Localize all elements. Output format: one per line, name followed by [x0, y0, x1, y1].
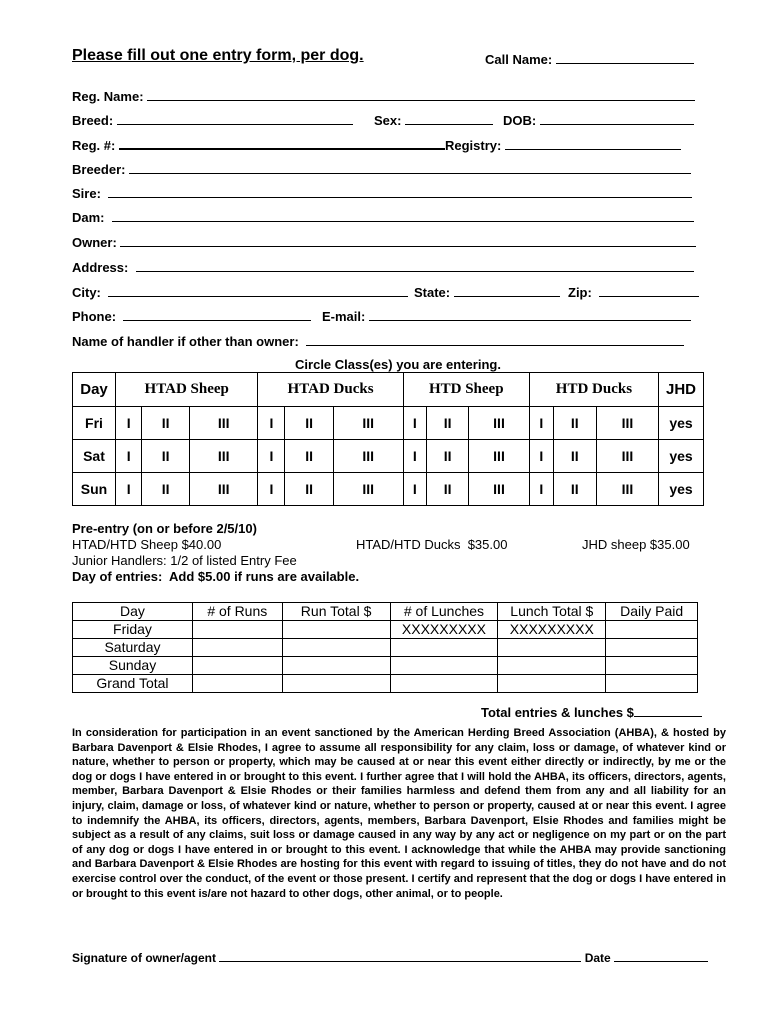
email-row: [322, 308, 691, 324]
breeder-row: [72, 161, 691, 177]
class-level-option[interactable]: III: [596, 407, 658, 440]
class-level-option[interactable]: II: [427, 473, 469, 506]
totals-cell[interactable]: [192, 639, 282, 657]
totals-header-day: Day: [73, 603, 193, 621]
class-level-option[interactable]: I: [258, 440, 285, 473]
signature-field[interactable]: [219, 949, 581, 962]
class-level-option[interactable]: II: [285, 440, 333, 473]
class-level-option[interactable]: III: [469, 407, 530, 440]
owner-label: Owner:: [72, 235, 117, 250]
breeder-field[interactable]: [129, 161, 691, 174]
totals-header-run-total: Run Total $: [282, 603, 390, 621]
totals-table-header: [73, 603, 698, 621]
registry-field[interactable]: [505, 137, 681, 150]
page-title: Please fill out one entry form, per dog.: [72, 47, 364, 64]
totals-row: [73, 639, 698, 657]
totals-cell[interactable]: [498, 675, 606, 693]
class-day-label: Sat: [73, 440, 116, 473]
class-level-option[interactable]: III: [469, 440, 530, 473]
class-level-option[interactable]: I: [403, 407, 426, 440]
totals-header-runs: # of Runs: [192, 603, 282, 621]
address-field[interactable]: [136, 259, 694, 272]
class-level-option[interactable]: II: [285, 473, 333, 506]
class-table-body: [73, 407, 704, 506]
phone-row: [72, 308, 311, 324]
breed-field[interactable]: [117, 112, 353, 125]
preentry-heading: Pre-entry (on or before 2/5/10): [72, 521, 257, 536]
totals-table: [72, 602, 698, 693]
reg-name-field[interactable]: [147, 88, 695, 101]
class-level-option[interactable]: II: [427, 440, 469, 473]
class-level-option[interactable]: III: [333, 407, 403, 440]
class-level-option[interactable]: III: [469, 473, 530, 506]
header-htd-sheep: HTD Sheep: [403, 373, 529, 407]
fee-junior: Junior Handlers: 1/2 of listed Entry Fee: [72, 553, 297, 568]
totals-cell[interactable]: [498, 639, 606, 657]
class-level-option[interactable]: III: [189, 440, 258, 473]
total-entries-field[interactable]: [634, 704, 702, 717]
sex-label: Sex:: [374, 113, 402, 128]
liability-waiver-text: In consideration for participation in an event sanctioned by the American Herding Breed Association (AHBA), & hosted by Barbara Davenport & Elsie Rhodes, I agree to assume all responsibility for any claim, loss or damage, of whatever kind or nature, whether to person or property, which may be caused at or near this event either directly or indirectly, by me or the dog or dogs I have entered in or brought to this event. I further agree that I will hold the AHBA, its officers, directors, agents, member, Barbara Davenport & Elsie Rhodes or their families harmless and defend them from any and all liability for an injury, claim, damage or loss, of whatever kind or nature, whether to person or property, caused at or near this event. I agree to indemnify the AHBA, its officers, directors, agents, members, Barbara Davenport, Elsie Rhodes and families might be subject as a result of any claims, suit loss or damage caused in any way by any act or negligence on my part or on the part of any dog or dogs I have entered in or brought to this event. I acknowledge that while the AHBA may provide sanctioning and Barbara Davenport & Elsie Rhodes are hosting for this event with regard to issuing of titles, they do not have and do not exercise control over the conduct, of the event or those present. I certify and represent that the dog or dogs I have entered in or brought to this event is/are not hazard to other dogs, other animal, or to people.: [72, 727, 726, 900]
totals-cell[interactable]: [282, 675, 390, 693]
sex-field[interactable]: [405, 112, 493, 125]
class-row-sun: [73, 473, 704, 506]
class-level-option[interactable]: II: [142, 407, 189, 440]
call-name-label: Call Name:: [485, 52, 553, 67]
class-row-fri: [73, 407, 704, 440]
totals-cell[interactable]: [282, 639, 390, 657]
call-name-field[interactable]: [556, 51, 694, 64]
breeder-label: Breeder:: [72, 162, 126, 177]
jhd-option[interactable]: yes: [659, 440, 704, 473]
class-table-caption: Circle Class(es) you are entering.: [295, 357, 501, 372]
totals-table-body: [73, 621, 698, 693]
class-level-option[interactable]: I: [258, 473, 285, 506]
sire-label: Sire:: [72, 186, 101, 201]
totals-cell[interactable]: [192, 657, 282, 675]
zip-field[interactable]: [599, 284, 699, 297]
totals-cell[interactable]: [192, 621, 282, 639]
class-level-option[interactable]: I: [258, 407, 285, 440]
totals-cell[interactable]: XXXXXXXXX: [498, 621, 606, 639]
reg-no-label: Reg. #:: [72, 138, 116, 153]
class-day-label: Fri: [73, 407, 116, 440]
jhd-option[interactable]: yes: [659, 407, 704, 440]
registry-label: Registry:: [444, 138, 502, 153]
fee-jhd-sheep: JHD sheep $35.00: [582, 537, 690, 552]
call-name-row: [485, 51, 694, 67]
phone-label: Phone:: [72, 309, 117, 324]
totals-row: [73, 675, 698, 693]
city-label: City:: [72, 285, 101, 300]
totals-header-lunches: # of Lunches: [390, 603, 498, 621]
reg-name-label: Reg. Name:: [72, 89, 144, 104]
class-level-option[interactable]: II: [285, 407, 333, 440]
state-row: [414, 284, 560, 300]
sire-field[interactable]: [108, 185, 692, 198]
totals-cell[interactable]: XXXXXXXXX: [390, 621, 498, 639]
zip-row: [568, 284, 699, 300]
totals-day-label: Grand Total: [73, 675, 193, 693]
totals-cell[interactable]: [192, 675, 282, 693]
totals-row: [73, 657, 698, 675]
class-level-option[interactable]: I: [403, 473, 426, 506]
class-level-option[interactable]: III: [333, 440, 403, 473]
class-level-option[interactable]: I: [529, 440, 553, 473]
handler-row: [72, 333, 684, 349]
class-level-option[interactable]: II: [553, 407, 596, 440]
class-table: [72, 372, 704, 506]
totals-row: [73, 621, 698, 639]
class-level-option[interactable]: II: [142, 473, 189, 506]
class-level-option[interactable]: I: [116, 440, 142, 473]
class-level-option[interactable]: II: [553, 473, 596, 506]
signature-label: Signature of owner/agent: [72, 951, 217, 965]
totals-cell[interactable]: [606, 621, 698, 639]
dam-label: Dam:: [72, 210, 105, 225]
class-level-option[interactable]: I: [116, 473, 142, 506]
reg-no-field[interactable]: [119, 136, 445, 150]
owner-row: [72, 234, 696, 250]
class-level-option[interactable]: I: [529, 407, 553, 440]
totals-cell[interactable]: [390, 675, 498, 693]
header-htad-ducks: HTAD Ducks: [258, 373, 403, 407]
jhd-option[interactable]: yes: [659, 473, 704, 506]
date-label: Date: [584, 951, 611, 965]
totals-cell[interactable]: [390, 657, 498, 675]
dam-row: [72, 209, 694, 225]
email-field[interactable]: [369, 308, 691, 321]
class-level-option[interactable]: II: [553, 440, 596, 473]
email-label: E-mail:: [322, 309, 366, 324]
class-level-option[interactable]: III: [189, 473, 258, 506]
totals-cell[interactable]: [606, 675, 698, 693]
fee-htad-ducks: HTAD/HTD Ducks $35.00: [356, 537, 508, 552]
totals-header-daily-paid: Daily Paid: [606, 603, 698, 621]
class-level-option[interactable]: I: [403, 440, 426, 473]
totals-cell[interactable]: [390, 639, 498, 657]
address-row: [72, 259, 694, 275]
class-level-option[interactable]: II: [427, 407, 469, 440]
sire-row: [72, 185, 692, 201]
fee-day-of: Day of entries: Add $5.00 if runs are available.: [72, 569, 360, 584]
date-field[interactable]: [614, 949, 708, 962]
breed-row: [72, 112, 353, 128]
fee-htad-sheep: HTAD/HTD Sheep $40.00: [72, 537, 222, 552]
totals-day-label: Saturday: [73, 639, 193, 657]
state-label: State:: [414, 285, 451, 300]
totals-header-lunch-total: Lunch Total $: [498, 603, 606, 621]
class-level-option[interactable]: III: [189, 407, 258, 440]
dob-label: DOB:: [503, 113, 537, 128]
class-day-label: Sun: [73, 473, 116, 506]
dob-field[interactable]: [540, 112, 694, 125]
owner-field[interactable]: [120, 234, 696, 247]
totals-cell[interactable]: [282, 621, 390, 639]
class-level-option[interactable]: II: [142, 440, 189, 473]
class-level-option[interactable]: I: [116, 407, 142, 440]
class-row-sat: [73, 440, 704, 473]
totals-cell[interactable]: [498, 657, 606, 675]
total-entries-row: [481, 704, 702, 720]
address-label: Address:: [72, 260, 129, 275]
city-field[interactable]: [108, 284, 408, 297]
zip-label: Zip:: [568, 285, 592, 300]
class-level-option[interactable]: III: [596, 473, 658, 506]
dam-field[interactable]: [112, 209, 694, 222]
header-jhd: JHD: [659, 373, 704, 407]
sex-row: [374, 112, 493, 128]
reg-name-row: [72, 88, 695, 104]
header-htd-ducks: HTD Ducks: [529, 373, 658, 407]
phone-field[interactable]: [123, 308, 311, 321]
class-level-option[interactable]: III: [596, 440, 658, 473]
header-htad-sheep: HTAD Sheep: [116, 373, 258, 407]
reg-no-row: [72, 136, 681, 153]
class-level-option[interactable]: I: [529, 473, 553, 506]
breed-label: Breed:: [72, 113, 114, 128]
class-table-header: [73, 373, 704, 407]
handler-label: Name of handler if other than owner:: [72, 334, 299, 349]
dob-row: [503, 112, 694, 128]
totals-cell[interactable]: [606, 639, 698, 657]
handler-field[interactable]: [306, 333, 684, 346]
class-level-option[interactable]: III: [333, 473, 403, 506]
totals-day-label: Sunday: [73, 657, 193, 675]
total-entries-label: Total entries & lunches $: [481, 705, 634, 720]
totals-cell[interactable]: [282, 657, 390, 675]
totals-cell[interactable]: [606, 657, 698, 675]
city-row: [72, 284, 408, 300]
state-field[interactable]: [454, 284, 560, 297]
totals-day-label: Friday: [73, 621, 193, 639]
header-day: Day: [73, 373, 116, 407]
signature-row: [72, 949, 708, 966]
